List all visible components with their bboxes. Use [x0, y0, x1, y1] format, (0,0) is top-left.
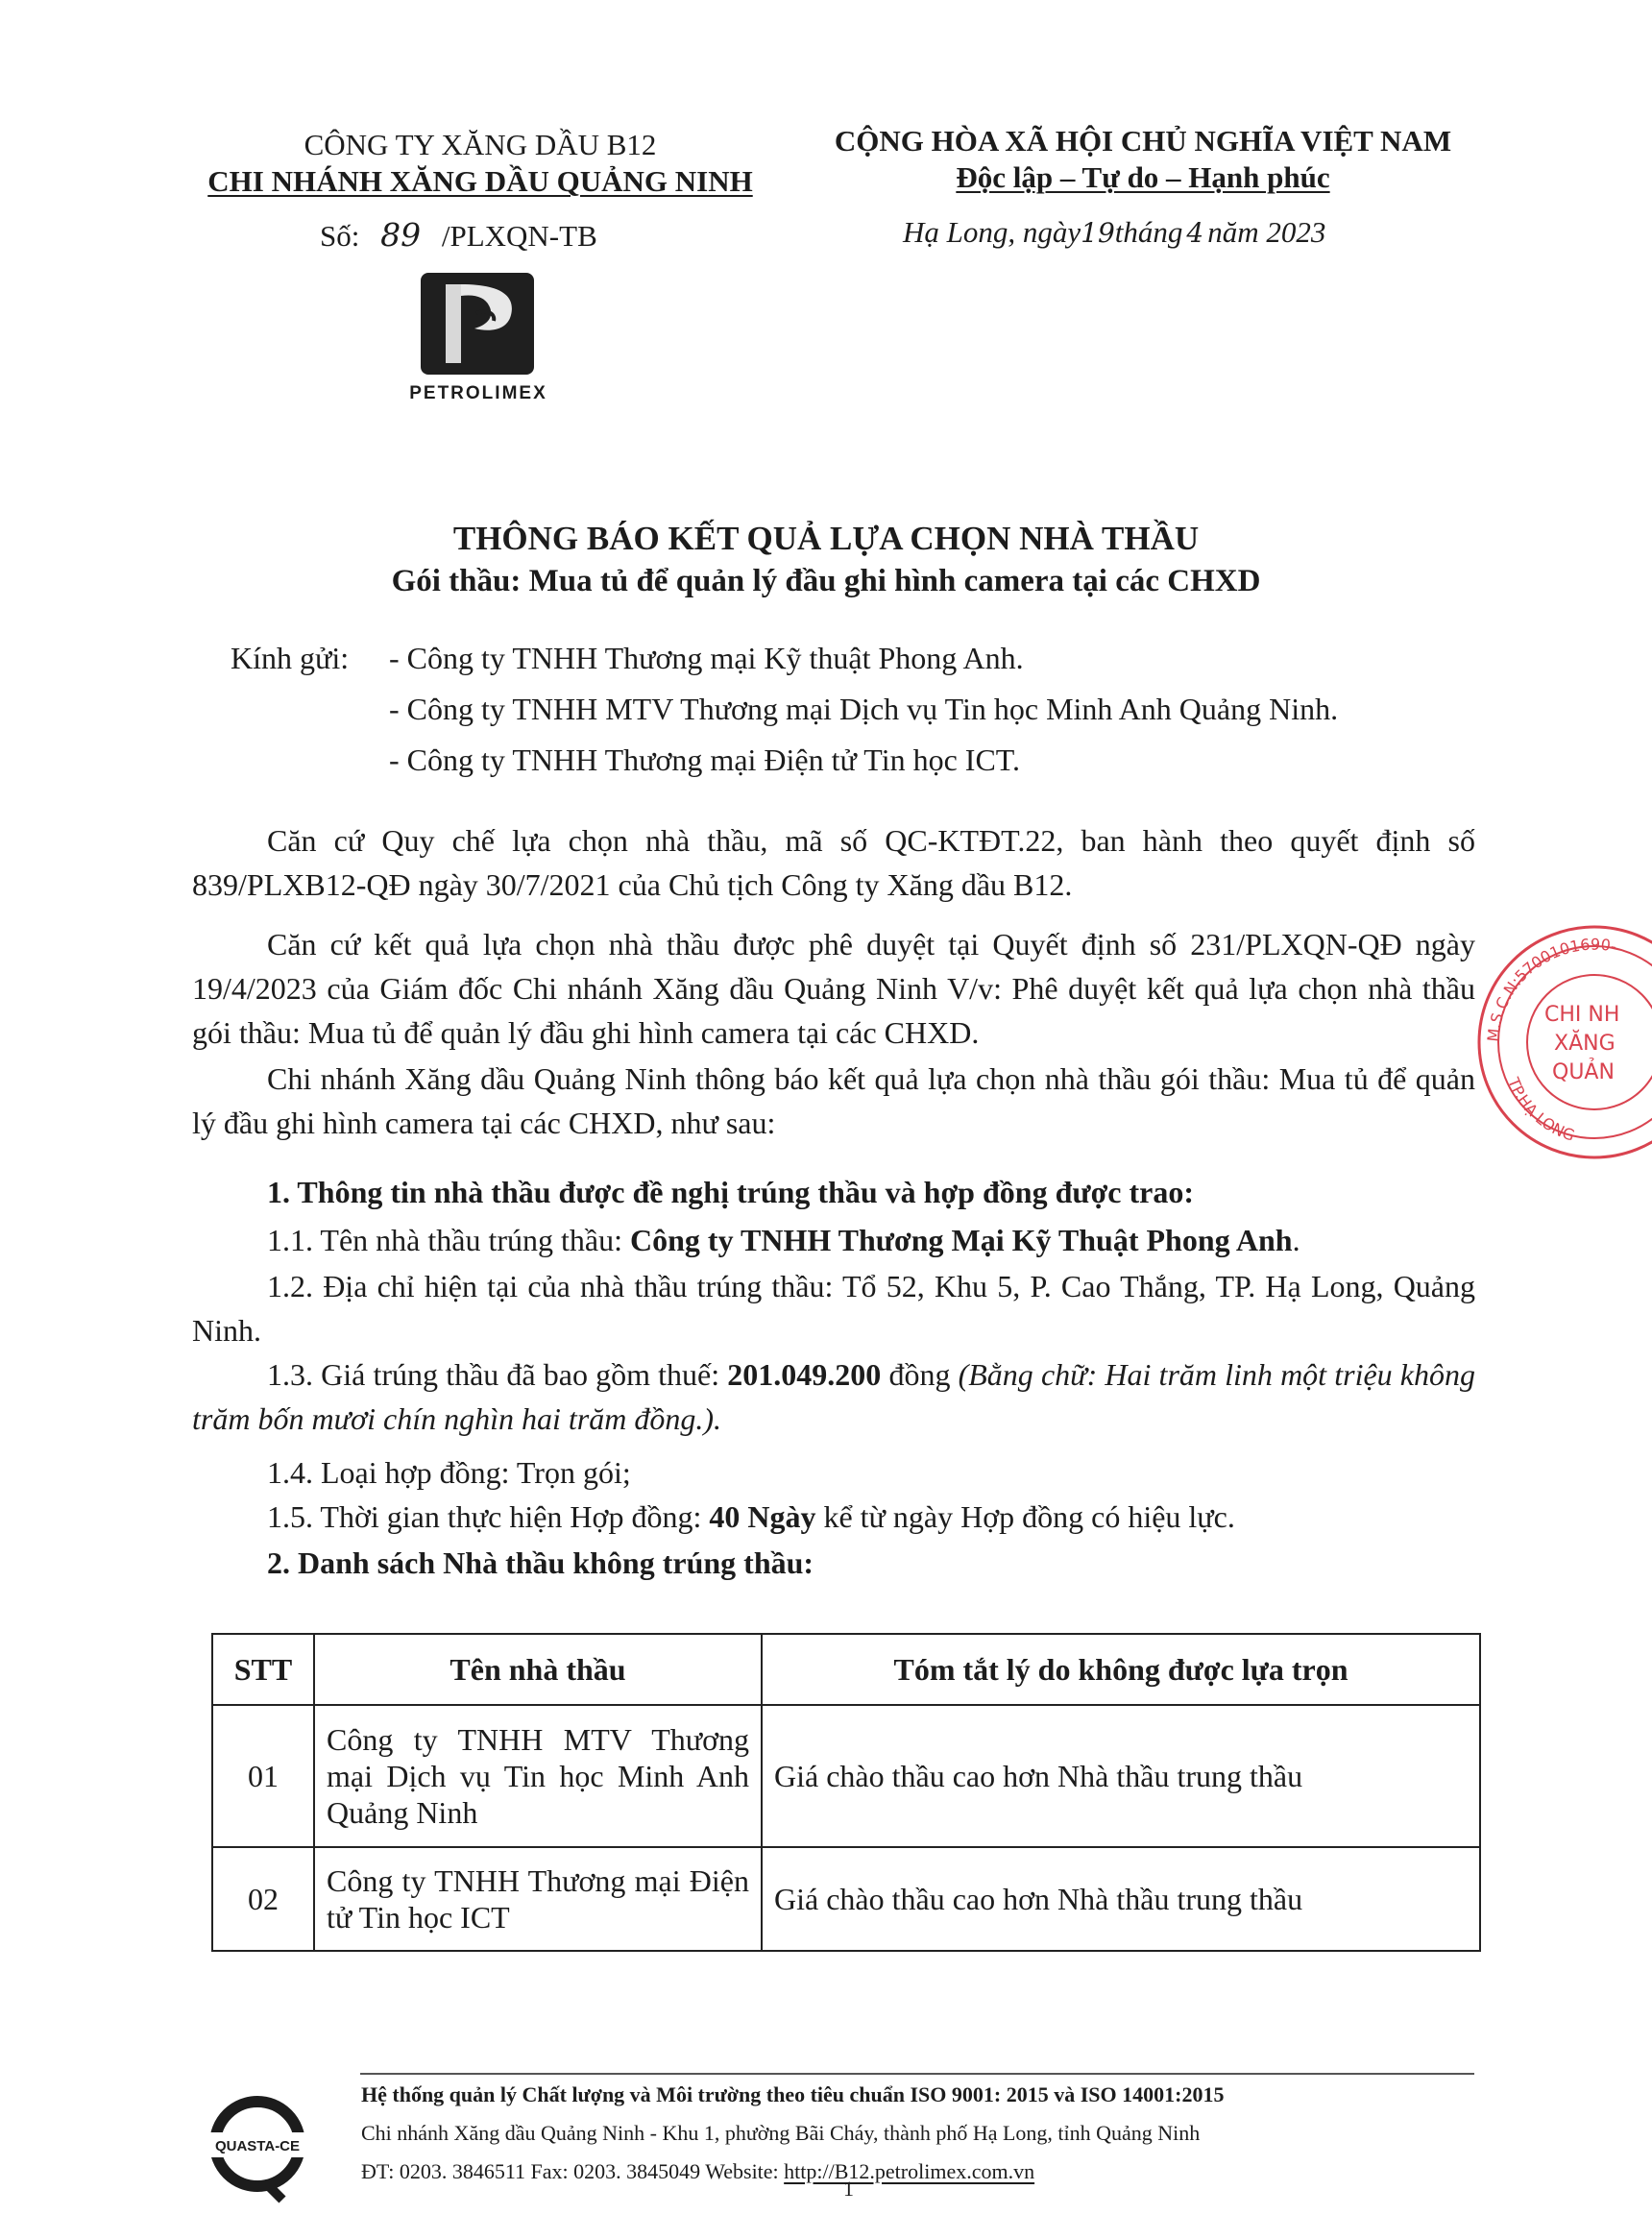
date-month-handwritten: 4	[1186, 217, 1204, 249]
column-header-bidder: Tên nhà thầu	[314, 1634, 762, 1705]
country-name: CỘNG HÒA XÃ HỘI CHỦ NGHĨA VIỆT NAM	[834, 124, 1452, 158]
national-motto	[797, 159, 1489, 196]
recipients-label: Kính gửi:	[231, 641, 350, 675]
official-stamp-icon	[1441, 917, 1652, 1167]
table-row	[212, 1847, 1480, 1951]
package-title: Gói thầu: Mua tủ để quản lý đầu ghi hình camera tại các CHXD	[391, 564, 1261, 598]
branch-name-text: CHI NHÁNH XĂNG DẦU QUẢNG NINH	[207, 164, 753, 198]
table-row	[212, 1705, 1480, 1847]
recipient-item: - Công ty TNHH Thương mại Điện tử Tin học ICT.	[389, 742, 1020, 777]
footer-phone-fax: ĐT: 0203. 3846511 Fax: 0203. 3845049 Website:	[361, 2159, 785, 2183]
document-number-prefix: Số:	[320, 219, 360, 253]
winner-address: 1.2. Địa chỉ hiện tại của nhà thầu trúng thầu: Tổ 52, Khu 5, P. Cao Thắng, TP. Hạ Long, Quảng Ninh.	[192, 1269, 1475, 1348]
date-day-handwritten: 19	[1081, 217, 1115, 249]
stamp-line: CHI NH	[1544, 1003, 1620, 1027]
column-header-stt: STT	[212, 1634, 314, 1705]
petrolimex-logo-icon	[419, 271, 536, 377]
section1-heading: 1. Thông tin nhà thầu được đề nghị trúng thầu và hợp đồng được trao:	[267, 1175, 1194, 1209]
row-reason: Giá chào thầu cao hơn Nhà thầu trung thầu	[762, 1847, 1480, 1951]
table-header-row	[212, 1634, 1480, 1705]
document-date	[903, 214, 1325, 252]
winner-name-end: .	[1292, 1223, 1300, 1257]
date-year: năm 2023	[1207, 215, 1326, 249]
document-number	[320, 217, 597, 255]
stamp-bottom-text: TP.HẠ LONG	[1504, 1075, 1578, 1145]
winner-name-label: 1.1. Tên nhà thầu trúng thầu:	[267, 1223, 630, 1257]
contract-duration-end: kể từ ngày Hợp đồng có hiệu lực.	[815, 1499, 1235, 1534]
paragraph-regulation: Căn cứ Quy chế lựa chọn nhà thầu, mã số QC-KTĐT.22, ban hành theo quyết định số 839/PLXB12-QĐ ngày 30/7/2021 của Chủ tịch Công ty Xăng dầu B12.	[192, 823, 1475, 902]
column-header-reason: Tóm tắt lý do không được lựa trọn	[762, 1634, 1480, 1705]
recipient-item: - Công ty TNHH Thương mại Kỹ thuật Phong Anh.	[389, 641, 1024, 675]
footer-divider	[360, 2073, 1474, 2075]
stamp-ring-text: M.S.C.N:5700101690-	[1483, 935, 1618, 1043]
footer-website-link[interactable]: http://B12.petrolimex.com.vn	[784, 2159, 1035, 2183]
date-prefix: Hạ Long, ngày	[903, 215, 1081, 249]
petrolimex-logo-text: PETROLIMEX	[409, 383, 547, 403]
contract-duration-value: 40 Ngày	[709, 1499, 816, 1534]
unsuccessful-bidders-table	[211, 1633, 1481, 1952]
recipients-list	[389, 636, 1484, 782]
row-stt: 01	[212, 1705, 314, 1847]
quasta-certification-logo-icon	[204, 2094, 311, 2202]
recipient-item: - Công ty TNHH MTV Thương mại Dịch vụ Tin học Minh Anh Quảng Ninh.	[389, 692, 1339, 726]
winning-price-amount: 201.049.200	[727, 1357, 882, 1392]
winning-price-words: (Bằng chữ: Hai trăm linh một triệu không trăm bốn mươi chín nghìn hai trăm đồng.).	[192, 1357, 1476, 1436]
winner-name-value: Công ty TNHH Thương Mại Kỹ Thuật Phong Anh	[630, 1223, 1293, 1257]
stamp-line: XĂNG	[1554, 1032, 1616, 1056]
stamp-line: QUẢN	[1552, 1060, 1615, 1084]
svg-text:TP.HẠ LONG	[1504, 1074, 1577, 1144]
footer-quality-statement: Hệ thống quản lý Chất lượng và Môi trường theo tiêu chuẩn ISO 9001: 2015 và ISO 14001:2015	[361, 2082, 1225, 2106]
national-motto-text: Độc lập – Tự do – Hạnh phúc	[956, 160, 1330, 194]
winning-price-unit: đồng	[881, 1357, 959, 1392]
document-number-handwritten: 89	[380, 216, 422, 254]
winning-price-label: 1.3. Giá trúng thầu đã bao gồm thuế:	[267, 1357, 728, 1392]
row-stt: 02	[212, 1847, 314, 1951]
row-reason: Giá chào thầu cao hơn Nhà thầu trung thầu	[762, 1705, 1480, 1847]
footer-contact	[361, 2155, 1034, 2188]
contract-duration-line	[267, 1495, 1235, 1539]
document-number-suffix: /PLXQN-TB	[441, 219, 597, 253]
company-name: CÔNG TY XĂNG DẦU B12	[304, 128, 657, 161]
winner-name-line	[267, 1218, 1477, 1262]
date-month-label: tháng	[1114, 215, 1183, 249]
section2-heading: 2. Danh sách Nhà thầu không trúng thầu:	[267, 1545, 814, 1580]
document-title: THÔNG BÁO KẾT QUẢ LỰA CHỌN NHÀ THẦU	[452, 520, 1200, 557]
contract-type: 1.4. Loại hợp đồng: Trọn gói;	[267, 1455, 631, 1490]
quasta-label: QUASTA-CE	[214, 2138, 301, 2154]
winning-price-line	[192, 1352, 1475, 1441]
row-bidder-name: Công ty TNHH Thương mại Điện tử Tin học ICT	[314, 1847, 762, 1951]
row-bidder-name: Công ty TNHH MTV Thương mại Dịch vụ Tin học Minh Anh Quảng Ninh	[314, 1705, 762, 1847]
paragraph-decision: Căn cứ kết quả lựa chọn nhà thầu được phê duyệt tại Quyết định số 231/PLXQN-QĐ ngày 19/4/2023 của Giám đốc Chi nhánh Xăng dầu Quảng Ninh V/v: Phê duyệt kết quả lựa chọn nhà thầu gói thầu: Mua tủ để quản lý đầu ghi hình camera tại các CHXD.	[192, 927, 1475, 1050]
paragraph-announcement: Chi nhánh Xăng dầu Quảng Ninh thông báo kết quả lựa chọn nhà thầu gói thầu: Mua tủ để quản lý đầu ghi hình camera tại các CHXD, như sau:	[192, 1061, 1475, 1140]
footer-address: Chi nhánh Xăng dầu Quảng Ninh - Khu 1, phường Bãi Cháy, thành phố Hạ Long, tỉnh Quảng Ninh	[361, 2121, 1201, 2145]
contract-duration-label: 1.5. Thời gian thực hiện Hợp đồng:	[267, 1499, 710, 1534]
branch-name	[173, 163, 788, 200]
page-number: 1	[843, 2177, 854, 2201]
